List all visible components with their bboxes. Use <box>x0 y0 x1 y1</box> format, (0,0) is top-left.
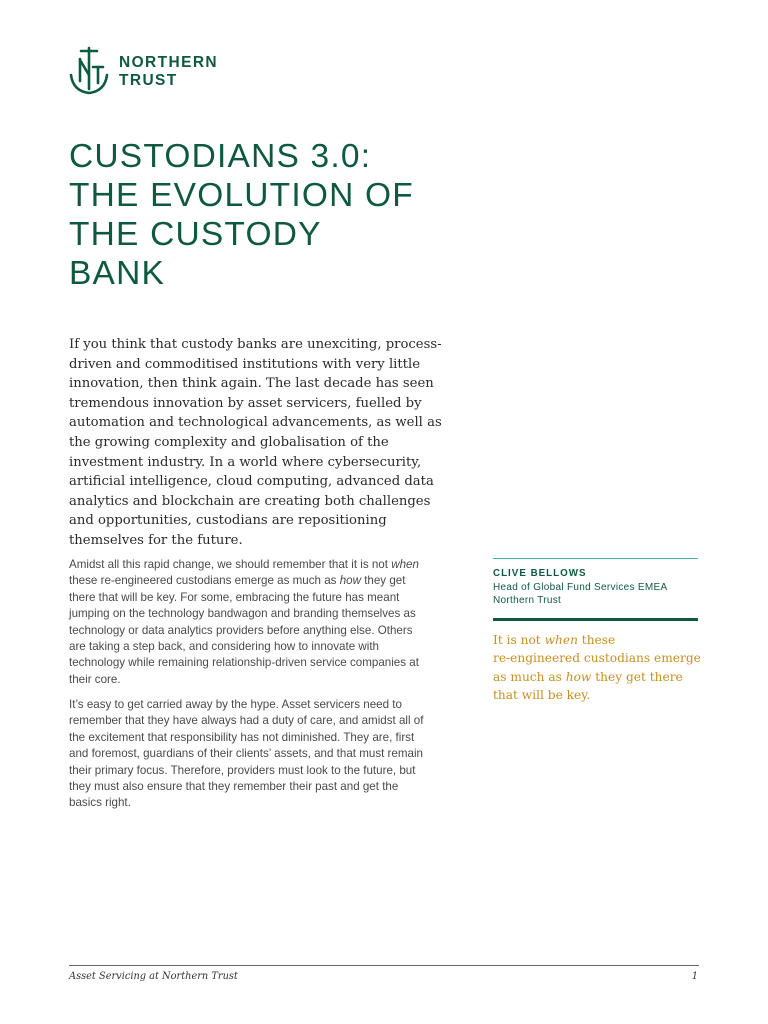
body-line: jumping on the technology bandwagon and branding themselves as <box>69 607 416 621</box>
body-line: remember that they have always had a duty of care, and amidst all of <box>69 714 424 728</box>
quote-line <box>493 668 713 686</box>
quote-line: re-engineered custodians emerge <box>493 651 701 666</box>
body-line: there that will be key. For some, embracing the future has meant <box>69 590 400 604</box>
page-number: 1 <box>691 971 698 982</box>
intro-line: tremendous innovation by asset servicers, fuelled by <box>69 395 422 411</box>
intro-line: artificial intelligence, cloud computing, advanced data <box>69 474 434 490</box>
body-line: they must also ensure that they remember their past and get the <box>69 780 399 794</box>
quote-emphasis-when: when <box>544 633 578 647</box>
body-line: are taking a step back, and considering how to innovate with <box>69 640 380 654</box>
body-line <box>69 573 449 589</box>
body-line: the excitement that responsibility has not diminished. They are, first <box>69 730 415 744</box>
brand-wordmark <box>119 54 218 90</box>
intro-line: automation and technological advancements, as well as <box>69 415 442 431</box>
brand-name-line1: NORTHERN <box>119 54 219 71</box>
sidebar-quote-divider <box>493 618 698 621</box>
title-line: BANK <box>69 255 166 292</box>
northern-trust-logo <box>69 45 249 97</box>
body-line: their core. <box>69 672 121 686</box>
intro-line: innovation, then think again. The last decade has seen <box>69 376 434 392</box>
quote-text-run: they get there <box>591 669 683 684</box>
body-line <box>69 557 449 573</box>
intro-line: the growing complexity and globalisation of the <box>69 434 389 450</box>
author-organization: Northern Trust <box>493 595 562 606</box>
footer-title: Asset Servicing at Northern Trust <box>69 971 238 982</box>
anchor-nt-monogram-icon <box>69 45 109 97</box>
body-line: their primary focus. Therefore, providers must look to the future, but <box>69 763 416 777</box>
body-paragraph-1 <box>69 557 449 688</box>
quote-text-run: It is not <box>493 633 545 647</box>
emphasis-how: how <box>339 574 361 588</box>
brand-name-line2: TRUST <box>119 72 178 89</box>
intro-line: If you think that custody banks are unexciting, process- <box>69 337 442 352</box>
quote-text-run: as much as <box>493 669 566 684</box>
author-role: Head of Global Fund Services EMEA <box>493 582 668 593</box>
quote-emphasis-how: how <box>565 669 592 684</box>
body-paragraph-2 <box>69 697 449 812</box>
intro-line: driven and commoditised institutions with very little <box>69 356 420 372</box>
body-line: technology while remaining relationship-driven service companies at <box>69 656 419 670</box>
quote-line <box>493 631 713 649</box>
intro-line: investment industry. In a world where cybersecurity, <box>69 454 422 470</box>
body-line: and foremost, guardians of their clients’ assets, and that must remain <box>69 747 423 761</box>
intro-line: themselves for the future. <box>69 532 243 548</box>
body-line: It’s easy to get carried away by the hype. Asset servicers need to <box>69 698 402 711</box>
emphasis-when: when <box>391 558 419 571</box>
body-text-run: these re-engineered custodians emerge as much as <box>69 574 340 588</box>
document-title <box>69 137 469 293</box>
sidebar-divider <box>493 558 698 559</box>
title-line: CUSTODIANS 3.0: <box>69 138 372 175</box>
title-line: THE EVOLUTION OF <box>69 177 414 214</box>
body-text-run: Amidst all this rapid change, we should remember that it is not <box>69 558 392 571</box>
intro-line: analytics and blockchain are creating both challenges <box>69 493 431 509</box>
quote-text-run: these <box>577 633 616 647</box>
pull-quote <box>493 631 713 705</box>
body-line: technology or data analytics providers before anything else. Others <box>69 623 413 637</box>
title-line: THE CUSTODY <box>69 216 322 253</box>
intro-line: and opportunities, custodians are repositioning <box>69 513 387 529</box>
body-line: basics right. <box>69 796 131 810</box>
intro-paragraph <box>69 335 442 551</box>
author-name: CLIVE BELLOWS <box>493 568 587 579</box>
footer-divider <box>69 965 699 966</box>
body-text-run: they get <box>360 574 406 588</box>
quote-line: that will be key. <box>493 688 591 703</box>
